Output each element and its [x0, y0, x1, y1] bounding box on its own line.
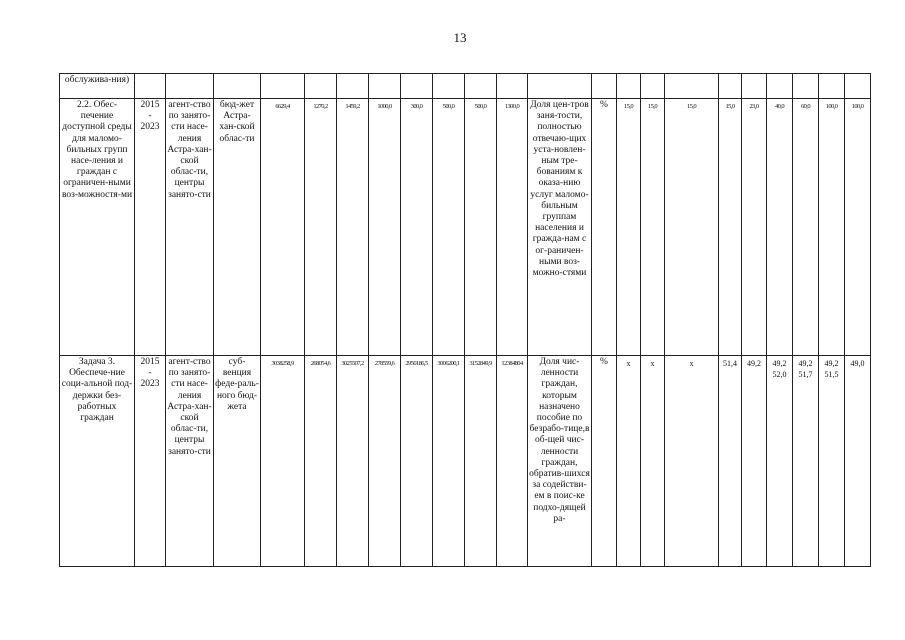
- finance-cell: 3152849,9: [465, 356, 497, 567]
- value-cell: 49,2 51,5: [819, 356, 845, 567]
- value-cell: 49,2 52,0: [767, 356, 793, 567]
- table-row: [60, 99, 871, 356]
- value-cell: 15,0: [719, 99, 742, 356]
- value-cell: 15,0: [665, 99, 719, 356]
- table-row: [60, 356, 871, 567]
- source-cell: бюд-жет Астра-хан-ской облас-ти: [214, 99, 261, 356]
- finance-cell: 268054,6: [305, 356, 337, 567]
- value-cell: 49,2: [742, 356, 767, 567]
- finance-cell: 1000,0: [369, 99, 401, 356]
- task-cell: 2.2. Обес-печение доступной среды для маломо-бильных групп насе-ления и граждан с ограничен-ными воз-можностя-ми: [60, 99, 135, 356]
- header-continuation-cell: обслужива-ния): [60, 74, 135, 99]
- source-cell: суб-венция феде-раль-ного бюд-жета: [214, 356, 261, 567]
- finance-cell: 500,0: [465, 99, 497, 356]
- finance-cell: 1459,2: [337, 99, 369, 356]
- task-cell: Задача 3. Обеспече-ние соци-альной под-держки без-работных граждан: [60, 356, 135, 567]
- value-cell: х: [665, 356, 719, 567]
- value-cell: 49,0: [845, 356, 871, 567]
- page-number: 13: [453, 30, 467, 45]
- value-cell: 23,0: [742, 99, 767, 356]
- value-cell: 15,0: [641, 99, 665, 356]
- program-table: [59, 73, 871, 567]
- value-cell: 60,0: [793, 99, 819, 356]
- years-cell: 2015 - 2023: [135, 99, 166, 356]
- finance-cell: 3006200,1: [433, 356, 465, 567]
- header-continuation-row: [60, 74, 871, 99]
- indicator-cell: Доля чис-ленности граждан, которым назначено пособие по безрабо-тице,в об-щей чис-ленности граждан, обратив-шихся за содействи-ем в поис-ке подхо-дящей ра-: [528, 356, 592, 567]
- value-cell: 100,0: [845, 99, 871, 356]
- value-cell: х: [641, 356, 665, 567]
- value-cell: 15,0: [617, 99, 641, 356]
- value-cell: 40,0: [767, 99, 793, 356]
- finance-cell: 278559,6: [369, 356, 401, 567]
- unit-cell: %: [592, 99, 617, 356]
- executor-cell: агент-ство по занято-сти насе-ления Астра-хан-ской облас-ти, центры занято-сти: [166, 356, 214, 567]
- finance-cell: 500,0: [433, 99, 465, 356]
- finance-cell: 2950186,5: [401, 356, 433, 567]
- value-cell: 100,0: [819, 99, 845, 356]
- finance-cell: 300,0: [401, 99, 433, 356]
- finance-cell: 1300,0: [497, 99, 528, 356]
- executor-cell: агент-ство по занято-сти насе-ления Астра-хан-ской облас-ти, центры занято-сти: [166, 99, 214, 356]
- value-cell: х: [617, 356, 641, 567]
- value-cell: 49,2 51,7: [793, 356, 819, 567]
- years-cell: 2015 - 2023: [135, 356, 166, 567]
- finance-cell: 6629,4: [261, 99, 305, 356]
- finance-cell: 3025507,2: [337, 356, 369, 567]
- finance-cell: 1270,2: [305, 99, 337, 356]
- unit-cell: %: [592, 356, 617, 567]
- value-cell: 51,4: [719, 356, 742, 567]
- finance-cell: 12384804: [497, 356, 528, 567]
- finance-cell: 3038258,9: [261, 356, 305, 567]
- indicator-cell: Доля цен-тров заня-тости, полностью отвечаю-щих уста-новлен-ным тре-бованиям к оказа-нию услуг маломо-бильным группам населения и гражда-нам с ог-раничен-ными воз-можно-стями: [528, 99, 592, 356]
